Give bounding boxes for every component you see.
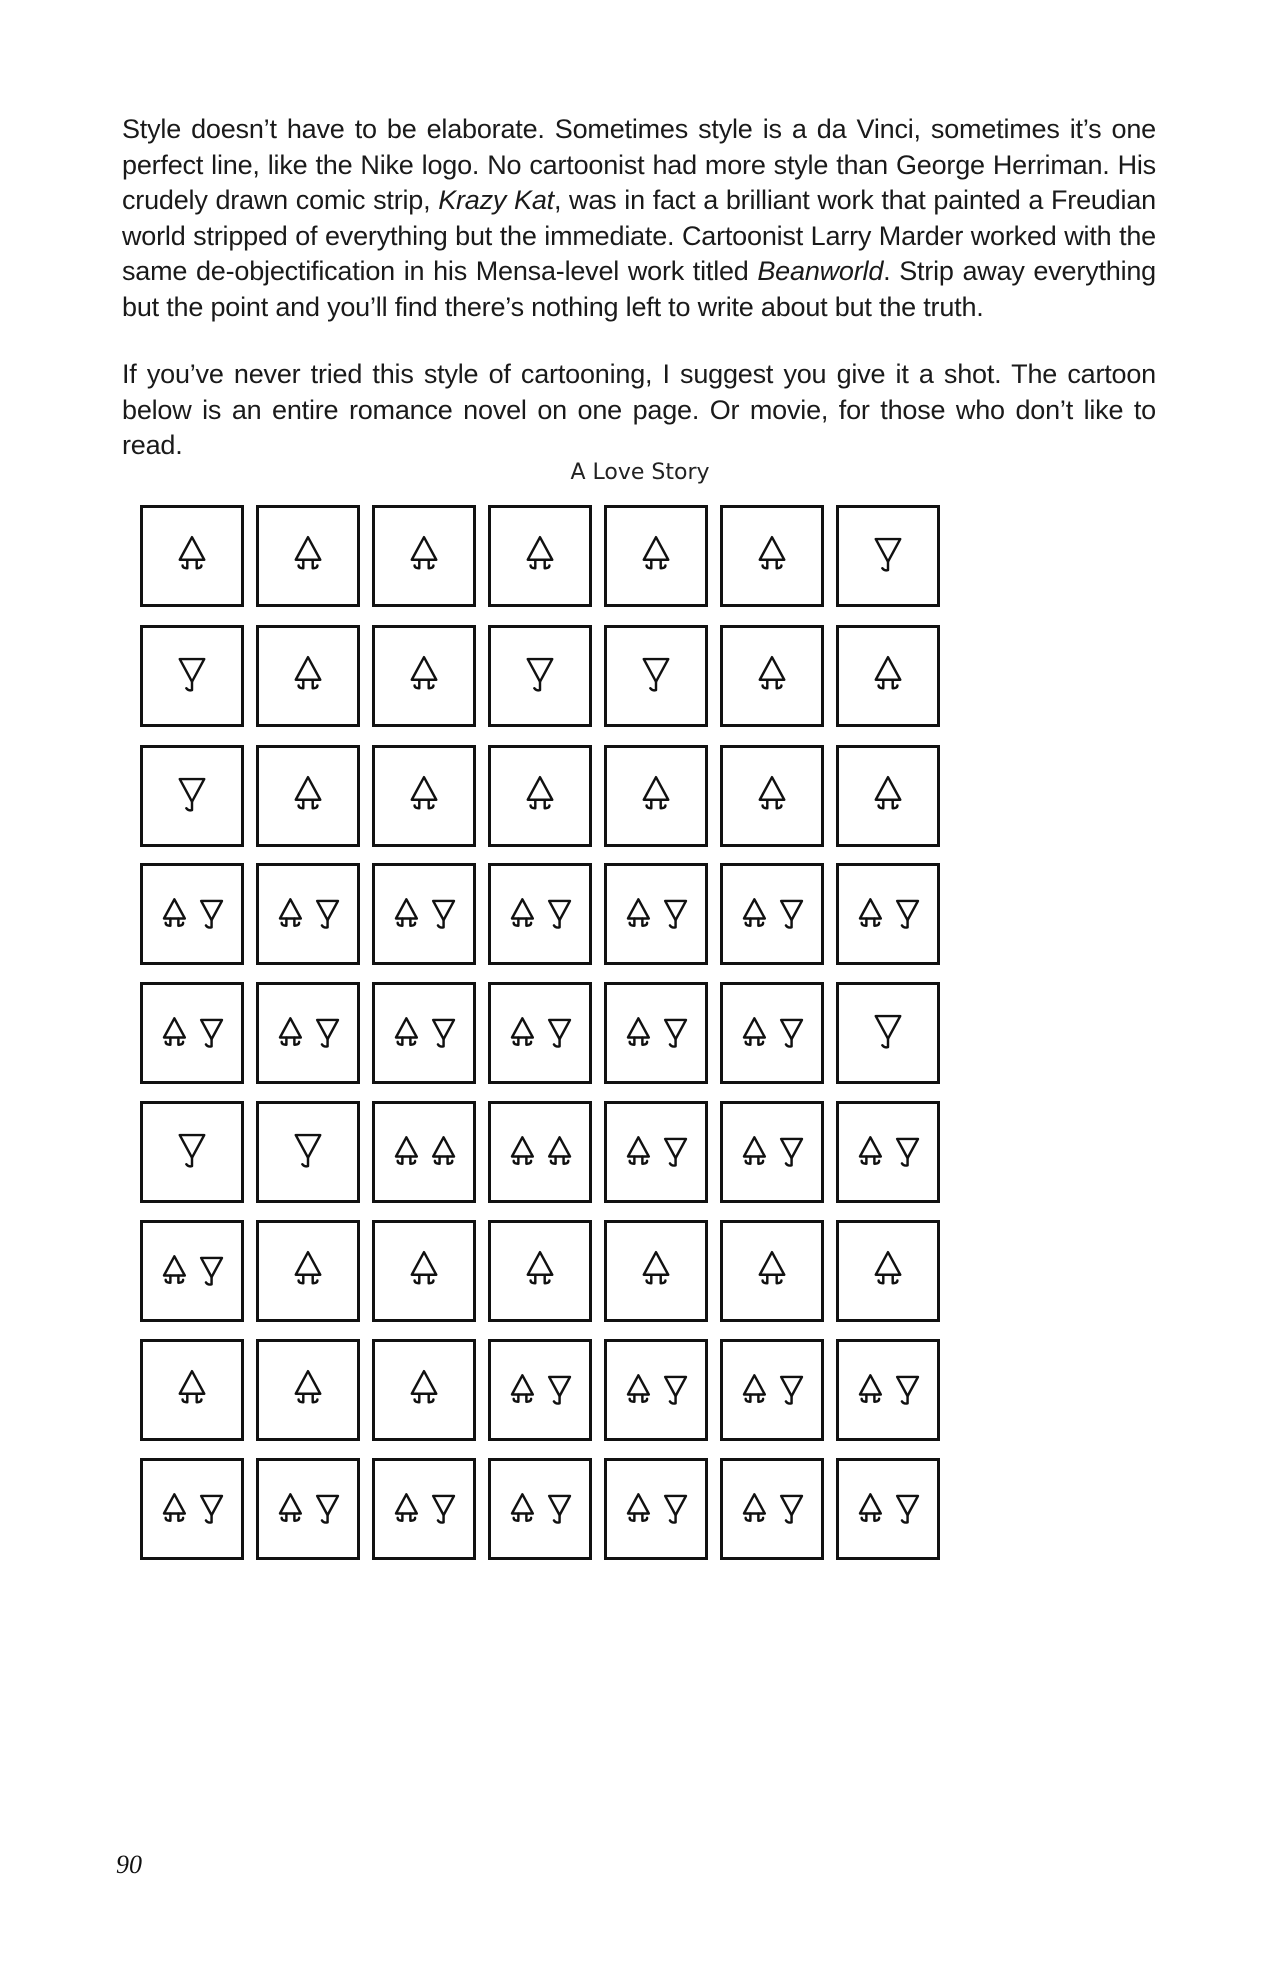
down-triangle-figure	[665, 1377, 686, 1404]
panel-drawing	[607, 1342, 705, 1438]
comic-panel	[720, 505, 824, 607]
down-triangle-figure	[897, 901, 918, 928]
down-triangle-figure	[781, 1377, 802, 1404]
up-triangle-figure	[628, 1375, 649, 1401]
panel-drawing	[839, 1223, 937, 1319]
panel-drawing	[723, 748, 821, 844]
panel-drawing	[491, 628, 589, 724]
panel-drawing	[607, 748, 705, 844]
text-run: , was in fact a brilliant work that painted a Freudian world stripped of everything but the immediate. Cartoonist Larry Marder worked with the same de-objectification in his Mensa-level work titled	[122, 185, 1156, 286]
comic-panel	[836, 1339, 940, 1441]
up-triangle-figure	[280, 1018, 301, 1044]
down-triangle-figure	[528, 659, 552, 690]
up-triangle-figure	[180, 1371, 204, 1402]
panel-drawing	[607, 1223, 705, 1319]
up-triangle-figure	[512, 1137, 533, 1163]
panel-drawing	[259, 628, 357, 724]
up-triangle-figure	[528, 537, 552, 568]
comic-panel	[836, 1458, 940, 1560]
up-triangle-figure	[760, 657, 784, 688]
panel-drawing	[723, 1104, 821, 1200]
down-triangle-figure	[180, 779, 204, 810]
panel-drawing	[839, 748, 937, 844]
down-triangle-figure	[201, 1020, 222, 1047]
up-triangle-figure	[628, 1494, 649, 1520]
up-triangle-figure	[412, 537, 436, 568]
down-triangle-figure	[876, 1016, 900, 1047]
comic-panel	[256, 982, 360, 1084]
paragraph-2-text: If you’ve never tried this style of cartooning, I suggest you give it a shot. The cartoon below is an entire romance novel on one page. Or movie, for those who don’t like to read.	[122, 359, 1156, 460]
comic-panel	[720, 625, 824, 727]
panel-drawing	[607, 628, 705, 724]
comic-panel	[836, 1220, 940, 1322]
up-triangle-figure	[644, 777, 668, 808]
up-triangle-figure	[512, 1494, 533, 1520]
panel-drawing	[143, 628, 241, 724]
comic-panel	[604, 1101, 708, 1203]
panel-drawing	[607, 1461, 705, 1557]
down-triangle-figure	[180, 1135, 204, 1166]
panel-drawing	[491, 1461, 589, 1557]
panel-drawing	[839, 508, 937, 604]
down-triangle-figure	[296, 1135, 320, 1166]
comic-panel	[256, 1339, 360, 1441]
panel-drawing	[839, 628, 937, 724]
up-triangle-figure	[164, 1494, 185, 1520]
panel-drawing	[143, 1223, 241, 1319]
down-triangle-figure	[433, 1496, 454, 1523]
comic-panel	[140, 1458, 244, 1560]
comic-panel	[720, 1101, 824, 1203]
down-triangle-figure	[433, 901, 454, 928]
panel-drawing	[723, 1223, 821, 1319]
comic-panel	[604, 625, 708, 727]
comic-panel	[836, 982, 940, 1084]
panel-drawing	[723, 1461, 821, 1557]
down-triangle-figure	[317, 1496, 338, 1523]
down-triangle-figure	[897, 1496, 918, 1523]
panel-drawing	[143, 985, 241, 1081]
comic-panel	[488, 745, 592, 847]
up-triangle-figure	[628, 899, 649, 925]
down-triangle-figure	[317, 1020, 338, 1047]
panel-drawing	[143, 866, 241, 962]
body-paragraph-2	[122, 357, 1156, 464]
up-triangle-figure	[412, 1371, 436, 1402]
panel-drawing	[607, 508, 705, 604]
panel-drawing	[839, 985, 937, 1081]
comic-panel	[720, 745, 824, 847]
panel-drawing	[491, 866, 589, 962]
panel-drawing	[491, 1342, 589, 1438]
up-triangle-figure	[396, 1018, 417, 1044]
panel-drawing	[259, 1461, 357, 1557]
panel-drawing	[143, 1461, 241, 1557]
panel-drawing	[607, 1104, 705, 1200]
up-triangle-figure	[744, 1375, 765, 1401]
paragraph-1-text	[122, 112, 1156, 325]
panel-drawing	[375, 1342, 473, 1438]
panel-drawing	[259, 1342, 357, 1438]
comic-panel	[372, 505, 476, 607]
comic-panel	[604, 863, 708, 965]
comic-panel	[140, 745, 244, 847]
down-triangle-figure	[897, 1139, 918, 1166]
panel-drawing	[607, 866, 705, 962]
comic-panel	[488, 505, 592, 607]
comic-panel	[372, 1339, 476, 1441]
up-triangle-figure	[760, 537, 784, 568]
comic-panel	[488, 863, 592, 965]
comic-panel	[372, 863, 476, 965]
up-triangle-figure	[296, 537, 320, 568]
comic-panel	[488, 1458, 592, 1560]
panel-drawing	[375, 985, 473, 1081]
panel-drawing	[723, 628, 821, 724]
up-triangle-figure	[412, 777, 436, 808]
panel-drawing	[839, 1461, 937, 1557]
comic-panel	[140, 1101, 244, 1203]
panel-drawing	[259, 985, 357, 1081]
up-triangle-figure	[512, 1018, 533, 1044]
panel-drawing	[259, 748, 357, 844]
up-triangle-figure	[296, 1371, 320, 1402]
up-triangle-figure	[860, 1494, 881, 1520]
italic-title: Krazy Kat	[438, 185, 554, 215]
up-triangle-figure	[164, 1018, 185, 1044]
comic-panel	[836, 505, 940, 607]
up-triangle-figure	[396, 1137, 417, 1163]
panel-drawing	[143, 1342, 241, 1438]
down-triangle-figure	[781, 901, 802, 928]
comic-panel	[604, 1220, 708, 1322]
down-triangle-figure	[644, 659, 668, 690]
comic-panel	[256, 625, 360, 727]
up-triangle-figure	[164, 1256, 185, 1282]
panel-drawing	[607, 985, 705, 1081]
comic-panel	[836, 625, 940, 727]
up-triangle-figure	[433, 1137, 454, 1163]
up-triangle-figure	[860, 899, 881, 925]
up-triangle-figure	[876, 657, 900, 688]
down-triangle-figure	[665, 1020, 686, 1047]
comic-panel	[488, 1220, 592, 1322]
panel-drawing	[375, 628, 473, 724]
panel-drawing	[259, 866, 357, 962]
panel-drawing	[839, 1104, 937, 1200]
comic-panel	[836, 1101, 940, 1203]
comic-panel	[604, 745, 708, 847]
up-triangle-figure	[644, 537, 668, 568]
comic-panel	[836, 863, 940, 965]
panel-drawing	[491, 508, 589, 604]
up-triangle-figure	[280, 1494, 301, 1520]
up-triangle-figure	[744, 1018, 765, 1044]
down-triangle-figure	[781, 1496, 802, 1523]
comic-panel	[488, 1339, 592, 1441]
comic-panel	[140, 625, 244, 727]
page-number: 90	[116, 1850, 142, 1879]
comic-panel	[604, 982, 708, 1084]
up-triangle-figure	[760, 777, 784, 808]
up-triangle-figure	[296, 657, 320, 688]
comic-panel	[488, 1101, 592, 1203]
up-triangle-figure	[412, 1252, 436, 1283]
panel-drawing	[839, 1342, 937, 1438]
comic-panel	[140, 1220, 244, 1322]
panel-drawing	[375, 1104, 473, 1200]
comic-panel	[720, 1458, 824, 1560]
up-triangle-figure	[744, 1494, 765, 1520]
up-triangle-figure	[549, 1137, 570, 1163]
comic-panel	[140, 863, 244, 965]
down-triangle-figure	[201, 1496, 222, 1523]
up-triangle-figure	[296, 1252, 320, 1283]
panel-drawing	[491, 1104, 589, 1200]
up-triangle-figure	[164, 899, 185, 925]
down-triangle-figure	[781, 1139, 802, 1166]
comic-panel	[256, 1458, 360, 1560]
up-triangle-figure	[280, 899, 301, 925]
comic-panel	[720, 1220, 824, 1322]
panel-drawing	[143, 1104, 241, 1200]
up-triangle-figure	[744, 899, 765, 925]
comic-panel	[720, 863, 824, 965]
panel-drawing	[723, 508, 821, 604]
panel-drawing	[143, 748, 241, 844]
up-triangle-figure	[860, 1375, 881, 1401]
comic-strip-grid	[140, 505, 1148, 1835]
comic-panel	[372, 1458, 476, 1560]
up-triangle-figure	[628, 1137, 649, 1163]
panel-drawing	[375, 866, 473, 962]
comic-panel	[256, 505, 360, 607]
comic-panel	[140, 505, 244, 607]
comic-panel	[256, 863, 360, 965]
down-triangle-figure	[201, 901, 222, 928]
panel-drawing	[491, 985, 589, 1081]
up-triangle-figure	[528, 777, 552, 808]
italic-title: Beanworld	[757, 256, 884, 286]
up-triangle-figure	[860, 1137, 881, 1163]
panel-drawing	[143, 508, 241, 604]
up-triangle-figure	[528, 1252, 552, 1283]
down-triangle-figure	[549, 1496, 570, 1523]
comic-panel	[372, 745, 476, 847]
comic-panel	[604, 1339, 708, 1441]
down-triangle-figure	[317, 901, 338, 928]
down-triangle-figure	[781, 1020, 802, 1047]
comic-panel	[256, 1220, 360, 1322]
comic-panel	[720, 1339, 824, 1441]
comic-panel	[604, 1458, 708, 1560]
up-triangle-figure	[628, 1018, 649, 1044]
comic-panel	[720, 982, 824, 1084]
panel-drawing	[491, 748, 589, 844]
comic-panel	[836, 745, 940, 847]
down-triangle-figure	[876, 539, 900, 570]
down-triangle-figure	[665, 1496, 686, 1523]
panel-drawing	[259, 1104, 357, 1200]
text-run: Style doesn’t have to be elaborate. Sometimes style is a da Vinci, sometimes it’s one perfect line, like the Nike logo. No cartoonist had more style than George Herriman. His crudely drawn comic strip,	[122, 114, 1156, 215]
comic-panel	[140, 1339, 244, 1441]
up-triangle-figure	[412, 657, 436, 688]
panel-drawing	[839, 866, 937, 962]
up-triangle-figure	[180, 537, 204, 568]
comic-panel	[372, 982, 476, 1084]
up-triangle-figure	[512, 1375, 533, 1401]
comic-panel	[256, 1101, 360, 1203]
down-triangle-figure	[897, 1377, 918, 1404]
down-triangle-figure	[433, 1020, 454, 1047]
cartoon-title: A Love Story	[570, 460, 710, 485]
panel-drawing	[375, 748, 473, 844]
panel-drawing	[491, 1223, 589, 1319]
panel-drawing	[375, 1223, 473, 1319]
panel-drawing	[723, 985, 821, 1081]
down-triangle-figure	[180, 659, 204, 690]
panel-drawing	[259, 508, 357, 604]
down-triangle-figure	[665, 901, 686, 928]
panel-drawing	[259, 1223, 357, 1319]
up-triangle-figure	[512, 899, 533, 925]
comic-panel	[372, 1220, 476, 1322]
up-triangle-figure	[876, 777, 900, 808]
comic-panel	[372, 1101, 476, 1203]
comic-panel	[256, 745, 360, 847]
down-triangle-figure	[201, 1258, 222, 1285]
comic-panel	[604, 505, 708, 607]
down-triangle-figure	[549, 1377, 570, 1404]
up-triangle-figure	[876, 1252, 900, 1283]
body-paragraph-1	[122, 112, 1156, 325]
down-triangle-figure	[549, 1020, 570, 1047]
panel-drawing	[723, 866, 821, 962]
up-triangle-figure	[760, 1252, 784, 1283]
panel-drawing	[375, 1461, 473, 1557]
down-triangle-figure	[665, 1139, 686, 1166]
up-triangle-figure	[396, 1494, 417, 1520]
down-triangle-figure	[549, 901, 570, 928]
panel-drawing	[723, 1342, 821, 1438]
comic-panel	[488, 625, 592, 727]
panel-drawing	[375, 508, 473, 604]
comic-panel	[372, 625, 476, 727]
up-triangle-figure	[396, 899, 417, 925]
up-triangle-figure	[644, 1252, 668, 1283]
comic-panel	[488, 982, 592, 1084]
up-triangle-figure	[744, 1137, 765, 1163]
up-triangle-figure	[296, 777, 320, 808]
text-run: . Strip away everything but the point and you’ll find there’s nothing left to write about but the truth.	[122, 256, 1157, 322]
comic-panel	[140, 982, 244, 1084]
